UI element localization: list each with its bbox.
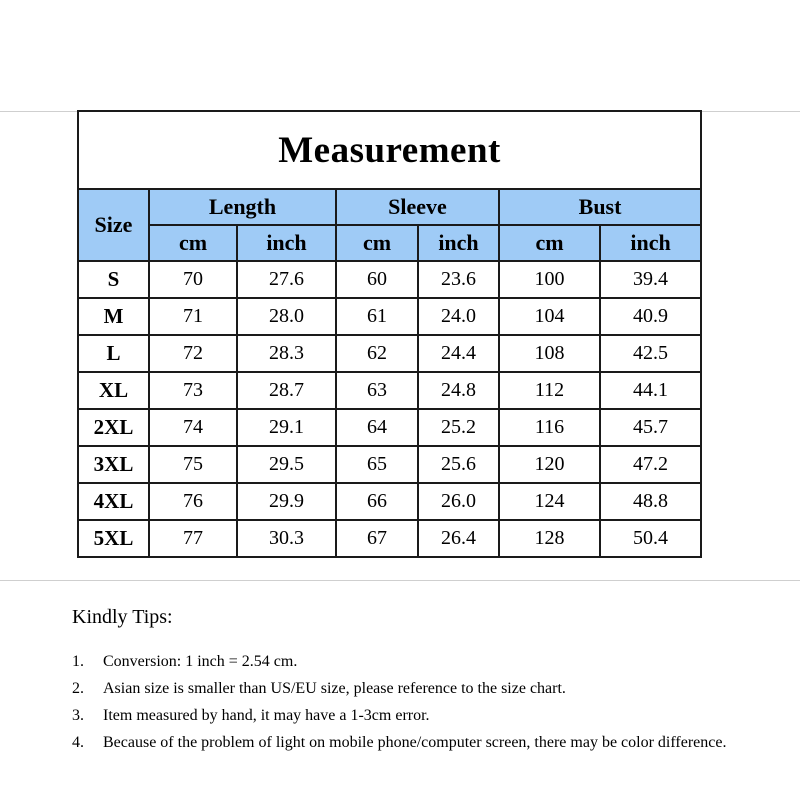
- tip-text: Because of the problem of light on mobile phone/computer screen, there may be color difference.: [103, 734, 727, 751]
- measurement-cell: 29.1: [237, 409, 336, 446]
- measurement-cell: 62: [336, 335, 418, 372]
- size-label-cell: 3XL: [78, 446, 149, 483]
- measurement-cell: 50.4: [600, 520, 701, 557]
- measurement-cell: 44.1: [600, 372, 701, 409]
- measurement-cell: 116: [499, 409, 600, 446]
- size-chart-table: [77, 110, 702, 558]
- measurement-cell: 112: [499, 372, 600, 409]
- tips-list: [72, 649, 772, 756]
- measurement-cell: 60: [336, 261, 418, 298]
- measurement-cell: 29.5: [237, 446, 336, 483]
- tip-number: 2.: [72, 680, 84, 697]
- tip-text: Conversion: 1 inch = 2.54 cm.: [103, 653, 298, 670]
- tip-item: [72, 730, 772, 756]
- sleeve-group-header: Sleeve: [336, 189, 499, 225]
- measurement-cell: 74: [149, 409, 237, 446]
- tip-number: 3.: [72, 707, 84, 724]
- measurement-cell: 104: [499, 298, 600, 335]
- table-row: [78, 372, 701, 409]
- measurement-cell: 71: [149, 298, 237, 335]
- measurement-cell: 42.5: [600, 335, 701, 372]
- table-row: [78, 335, 701, 372]
- tip-text: Item measured by hand, it may have a 1-3cm error.: [103, 707, 430, 724]
- table-row: [78, 483, 701, 520]
- size-label-cell: 4XL: [78, 483, 149, 520]
- measurement-cell: 27.6: [237, 261, 336, 298]
- tip-item: [72, 703, 772, 729]
- measurement-cell: 72: [149, 335, 237, 372]
- table-row: [78, 520, 701, 557]
- unit-header: inch: [418, 225, 499, 261]
- measurement-cell: 66: [336, 483, 418, 520]
- size-label-cell: 2XL: [78, 409, 149, 446]
- measurement-cell: 67: [336, 520, 418, 557]
- measurement-cell: 24.8: [418, 372, 499, 409]
- tip-number: 1.: [72, 653, 84, 670]
- measurement-cell: 64: [336, 409, 418, 446]
- measurement-cell: 108: [499, 335, 600, 372]
- measurement-cell: 24.0: [418, 298, 499, 335]
- measurement-cell: 28.7: [237, 372, 336, 409]
- unit-header: cm: [499, 225, 600, 261]
- tip-text: Asian size is smaller than US/EU size, please reference to the size chart.: [103, 680, 566, 697]
- measurement-cell: 25.2: [418, 409, 499, 446]
- measurement-cell: 26.4: [418, 520, 499, 557]
- measurement-cell: 65: [336, 446, 418, 483]
- tips-title: Kindly Tips:: [72, 606, 173, 628]
- unit-header: inch: [600, 225, 701, 261]
- size-label-cell: M: [78, 298, 149, 335]
- table-title: Measurement: [78, 111, 701, 189]
- tip-item: [72, 649, 772, 675]
- unit-header: cm: [336, 225, 418, 261]
- measurement-cell: 39.4: [600, 261, 701, 298]
- measurement-cell: 124: [499, 483, 600, 520]
- size-label-cell: L: [78, 335, 149, 372]
- measurement-cell: 61: [336, 298, 418, 335]
- tip-number: 4.: [72, 734, 84, 751]
- measurement-cell: 23.6: [418, 261, 499, 298]
- size-column-header: Size: [78, 189, 149, 261]
- measurement-cell: 40.9: [600, 298, 701, 335]
- measurement-cell: 24.4: [418, 335, 499, 372]
- measurement-cell: 77: [149, 520, 237, 557]
- table-row: [78, 409, 701, 446]
- measurement-cell: 76: [149, 483, 237, 520]
- table-row: [78, 446, 701, 483]
- measurement-cell: 48.8: [600, 483, 701, 520]
- measurement-cell: 120: [499, 446, 600, 483]
- bust-group-header: Bust: [499, 189, 701, 225]
- size-label-cell: S: [78, 261, 149, 298]
- measurement-cell: 75: [149, 446, 237, 483]
- size-label-cell: 5XL: [78, 520, 149, 557]
- kindly-tips-section: [72, 606, 772, 757]
- tip-item: [72, 676, 772, 702]
- unit-header: cm: [149, 225, 237, 261]
- table-row: [78, 261, 701, 298]
- measurement-cell: 47.2: [600, 446, 701, 483]
- measurement-cell: 70: [149, 261, 237, 298]
- measurement-cell: 28.3: [237, 335, 336, 372]
- measurement-cell: 45.7: [600, 409, 701, 446]
- unit-header: inch: [237, 225, 336, 261]
- measurement-cell: 26.0: [418, 483, 499, 520]
- measurement-cell: 128: [499, 520, 600, 557]
- measurement-cell: 73: [149, 372, 237, 409]
- size-label-cell: XL: [78, 372, 149, 409]
- measurement-cell: 30.3: [237, 520, 336, 557]
- measurement-cell: 28.0: [237, 298, 336, 335]
- measurement-cell: 29.9: [237, 483, 336, 520]
- measurement-cell: 100: [499, 261, 600, 298]
- measurement-cell: 25.6: [418, 446, 499, 483]
- length-group-header: Length: [149, 189, 336, 225]
- measurement-cell: 63: [336, 372, 418, 409]
- bottom-divider: [0, 580, 800, 581]
- table-row: [78, 298, 701, 335]
